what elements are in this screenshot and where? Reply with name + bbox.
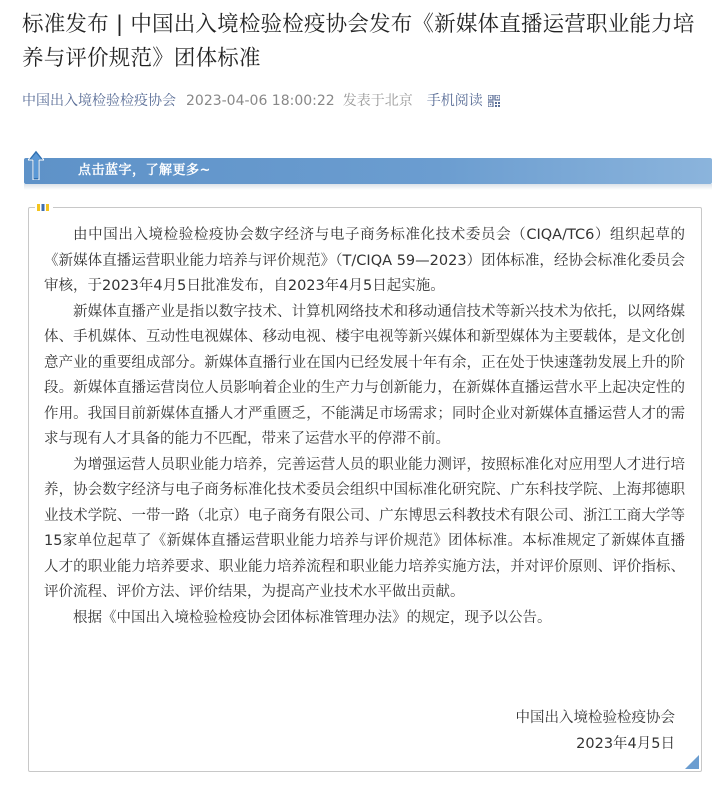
follow-banner[interactable] (24, 158, 712, 184)
box-accent-icon (35, 203, 53, 212)
account-name-link[interactable]: 中国出入境检验检疫协会 (22, 93, 176, 109)
body-paragraph: 由中国出入境检验检疫协会数字经济与电子商务标准化技术委员会（CIQA/TC6）组织起草的《新媒体直播运营职业能力培养与评价规范》（T/CIQA 59—2023）团体标准，经协会标准化委员会审核，于2023年4月5日批准发布，自2023年4月5日起实施。 (44, 227, 685, 294)
qr-code-icon[interactable] (488, 95, 500, 107)
signature-org: 中国出入境检验检疫协会 (515, 710, 675, 726)
body-paragraph: 为增强运营人员职业能力培养，完善运营人员的职业能力测评，按照标准化对应用型人才进行培养，协会数字经济与电子商务标准化技术委员会组织中国标准化研究院、广东科技学院、上海邦德职业技术学院、一带一路（北京）电子商务有限公司、广东博思云科教技术有限公司、浙江工商大学等15家单位起草了《新媒体直播运营职业能力培养与评价规范》团体标准。本标准规定了新媒体直播人才的职业能力培养要求、职业能力培养流程和职业能力培养实施方法，并对评价原则、评价指标、评价流程、评价方法、评价结果，为提高产业技术水平做出贡献。 (44, 456, 685, 600)
body-paragraph: 根据《中国出入境检验检疫协会团体标准管理办法》的规定，现予以公告。 (73, 609, 552, 626)
article-body (44, 223, 685, 631)
banner-shadow (24, 184, 712, 190)
publish-location: 发表于北京 (342, 93, 413, 109)
signature-block (516, 706, 676, 757)
article-title: 标准发布 | 中国出入境检验检疫协会发布《新媒体直播运营职业能力培养与评价规范》团体标准 (22, 12, 695, 71)
mobile-read-link[interactable]: 手机阅读 (426, 93, 483, 109)
body-paragraph: 新媒体直播产业是指以数字技术、计算机网络技术和移动通信技术等新兴技术为依托，以网络媒体、手机媒体、互动性电视媒体、移动电视、楼宇电视等新兴媒体和新型媒体为主要载体，是文化创意产业的重要组成部分。新媒体直播行业在国内已经发展十年有余，正在处于快速蓬勃发展上升的阶段。新媒体直播运营岗位人员影响着企业的生产力与创新能力，在新媒体直播运营水平上起决定性的作用。我国目前新媒体直播人才严重匮乏，不能满足市场需求；同时企业对新媒体直播运营人才的需求与现有人才具备的能力不匹配，带来了运营水平的停滞不前。 (44, 303, 685, 447)
publish-time: 2023-04-06 18:00:22 (186, 93, 335, 109)
follow-banner-text: 点击蓝字，了解更多~ (78, 163, 211, 178)
signature-date: 2023年4月5日 (576, 735, 675, 752)
up-arrow-icon (28, 150, 44, 180)
corner-fold-icon (685, 755, 699, 769)
article-meta (22, 91, 500, 111)
